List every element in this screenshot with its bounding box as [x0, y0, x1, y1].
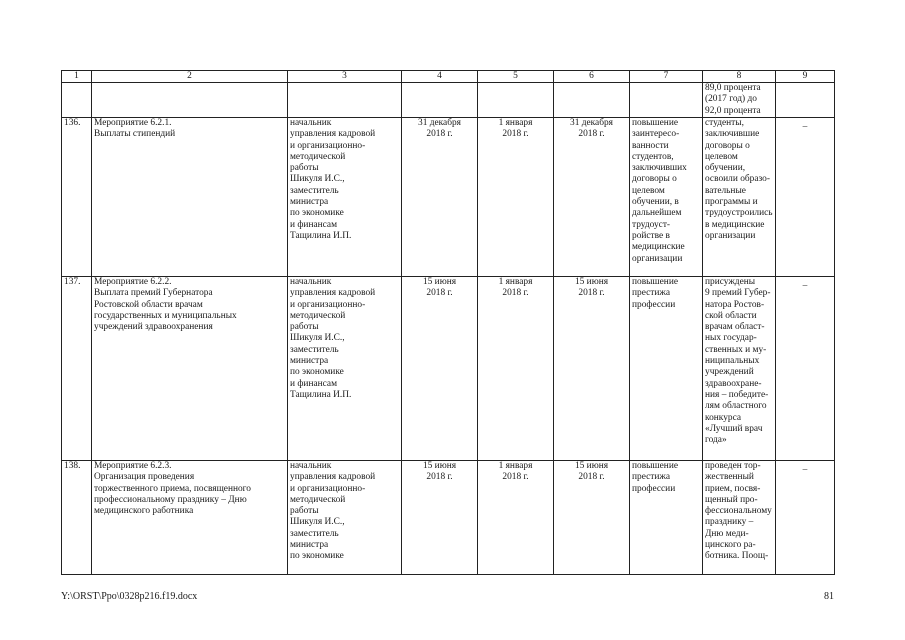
cell-note: –: [776, 277, 835, 461]
cell-responsible: начальник управления кадровой и организационно- методической работы Шикуля И.С., заместитель министра по экономике и финансам Тащилина И.П.: [288, 118, 402, 277]
cell-result: повышение заинтересо- ванности студентов, заключивших договоры о целевом обучении, в дальнейшем трудоуст- ройстве в медицинские организации: [630, 118, 703, 277]
col-header-6: 6: [554, 71, 630, 83]
col-header-4: 4: [402, 71, 478, 83]
cell-number: 137.: [62, 277, 92, 461]
cell-control-date: 1 января 2018 г.: [478, 277, 554, 461]
cell-responsible: начальник управления кадровой и организационно- методической работы Шикуля И.С., заместитель министра по экономике и финансам Тащилина И.П.: [288, 277, 402, 461]
col-header-7: 7: [630, 71, 703, 83]
table-row: [62, 461, 835, 575]
col-header-3: 3: [288, 71, 402, 83]
cell-start-date: 15 июня 2018 г.: [402, 277, 478, 461]
cell-empty: [402, 83, 478, 118]
measures-table: [61, 70, 835, 575]
cell-end-date: 15 июня 2018 г.: [554, 461, 630, 575]
cell-empty: [630, 83, 703, 118]
cell-note: –: [776, 118, 835, 277]
col-header-9: 9: [776, 71, 835, 83]
cell-control-date: 1 января 2018 г.: [478, 118, 554, 277]
cell-empty: [554, 83, 630, 118]
cell-event: Мероприятие 6.2.1. Выплаты стипендий: [92, 118, 288, 277]
cell-empty: [92, 83, 288, 118]
cell-result: повышение престижа профессии: [630, 277, 703, 461]
cell-indicator: 89,0 процента (2017 год) до 92,0 процента: [703, 83, 776, 118]
cell-start-date: 15 июня 2018 г.: [402, 461, 478, 575]
continuation-row: [62, 83, 835, 118]
col-header-2: 2: [92, 71, 288, 83]
table-row: [62, 118, 835, 277]
cell-number: 138.: [62, 461, 92, 575]
col-header-5: 5: [478, 71, 554, 83]
cell-empty: [478, 83, 554, 118]
cell-note: –: [776, 461, 835, 575]
cell-event: Мероприятие 6.2.2. Выплата премий Губернатора Ростовской области врачам государственных и муниципальных учреждений здравоохранения: [92, 277, 288, 461]
cell-result: повышение престижа профессии: [630, 461, 703, 575]
table-row: [62, 277, 835, 461]
cell-indicator: присуждены 9 премий Губер- натора Ростов- ской области врачам област- ных государ- ственных и му- ниципальных учреждений здравоохране- ния – победите- лям областного конкурса «Лучший врач года»: [703, 277, 776, 461]
cell-control-date: 1 января 2018 г.: [478, 461, 554, 575]
cell-event: Мероприятие 6.2.3. Организация проведения торжественного приема, посвященного профессиональному празднику – Дню медицинского работника: [92, 461, 288, 575]
column-number-row: [62, 71, 835, 83]
cell-responsible: начальник управления кадровой и организационно- методической работы Шикуля И.С., заместитель министра по экономике: [288, 461, 402, 575]
cell-empty: [62, 83, 92, 118]
cell-empty: [288, 83, 402, 118]
col-header-1: 1: [62, 71, 92, 83]
cell-start-date: 31 декабря 2018 г.: [402, 118, 478, 277]
footer-file-path: Y:\ORST\Ppo\0328p216.f19.docx: [61, 591, 198, 602]
cell-end-date: 31 декабря 2018 г.: [554, 118, 630, 277]
page-number: 81: [824, 591, 834, 602]
cell-end-date: 15 июня 2018 г.: [554, 277, 630, 461]
col-header-8: 8: [703, 71, 776, 83]
cell-number: 136.: [62, 118, 92, 277]
cell-indicator: студенты, заключившие договоры о целевом обучении, освоили образо- вательные программы и трудоустроились в медицинские организации: [703, 118, 776, 277]
cell-empty: [776, 83, 835, 118]
cell-indicator: проведен тор- жественный прием, посвя- щенный про- фессиональному празднику – Дню меди- цинского ра- ботника. Поощ-: [703, 461, 776, 575]
